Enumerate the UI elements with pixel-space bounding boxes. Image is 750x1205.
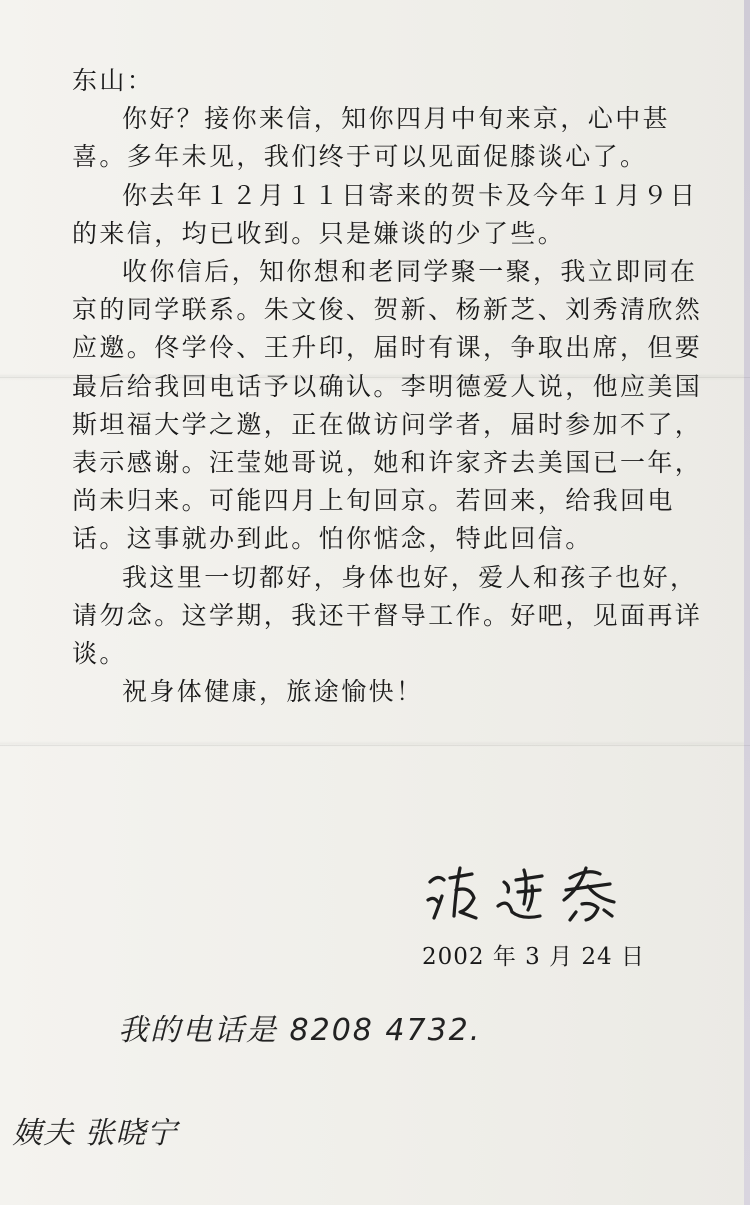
paragraph-3: 收你信后，知你想和老同学聚一聚，我立即同在京的同学联系。朱文俊、贺新、杨新芝、刘秀清欣然应邀。佟学伶、王升印，届时有课，争取出席，但要最后给我回电话予以确认。李明德爱人说，他应美国斯坦福大学之邀，正在做访问学者，届时参加不了，表示感谢。汪莹她哥说，她和许家齐去美国已一年，尚未归来。可能四月上旬回京。若回来，给我回电话。这事就办到此。怕你惦念，特此回信。: [72, 257, 703, 554]
paragraph-1: 你好？接你来信，知你四月中旬来京，心中甚喜。多年未见，我们终于可以见面促膝谈心了。: [72, 104, 671, 172]
closing-wish: 祝身体健康，旅途愉快！: [122, 677, 424, 707]
handwritten-signature: [420, 860, 640, 930]
paragraph-4: 我这里一切都好，身体也好，爱人和孩子也好，请勿念。这学期，我还干督导工作。好吧，见面再详谈。: [72, 562, 703, 669]
letter-body: [72, 62, 712, 711]
handwritten-phone-note: 我的电话是 8208 4732.: [118, 1013, 482, 1048]
paper-edge: [744, 0, 750, 1205]
letter-date: 2002 年 3 月 24 日: [422, 944, 645, 970]
letter-greeting: 东山：: [72, 66, 155, 95]
fold-line-lower: [0, 745, 750, 746]
paragraph-2: 你去年１２月１１日寄来的贺卡及今年１月９日的来信，均已收到。只是嫌谈的少了些。: [72, 180, 698, 248]
handwritten-margin-note: 姨夫 张晓宁: [12, 1116, 178, 1151]
